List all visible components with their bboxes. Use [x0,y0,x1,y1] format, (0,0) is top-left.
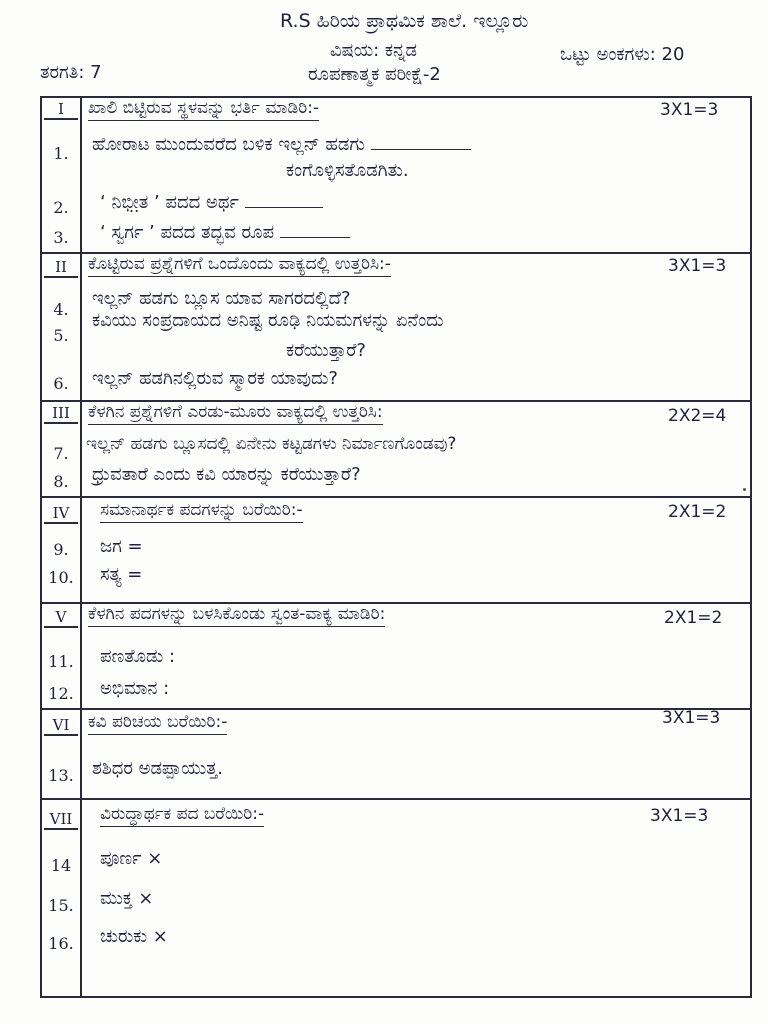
question-number: 10. [48,568,74,587]
section-number: I [44,100,78,120]
number-column-divider [80,96,82,998]
question-text-continued: ಕಂಗೊಳ್ಳಿಸತೊಡಗಿತು. [286,160,409,181]
answer-blank [371,149,471,150]
question-number: 5. [53,326,69,345]
section-title: ಕೆಳಗಿನ ಪದಗಳನ್ನು ಬಳಸಿಕೊಂಡು ಸ್ವಂತ-ವಾಕ್ಯ ಮಾಡಿರಿ: [88,604,385,627]
question-text: ಧ್ರುವತಾರೆ ಎಂದು ಕವಿ ಯಾರನ್ನು ಕರೆಯುತ್ತಾರೆ? [92,464,361,485]
question-text: ಜಗ = [100,536,143,557]
question-text: ಚುರುಕು × [100,926,168,947]
question-text-line: ‘ ನಿಭೀ಼ತ ’ ಪದದ ಅರ್ಥ [100,192,239,213]
section-number: V [44,608,78,628]
section-marks: 3X1=3 [668,256,727,276]
question-number: 9. [53,540,69,559]
subject-label: ವಿಷಯ: ಕನ್ನಡ [330,40,417,61]
section-title: ಸಮಾನಾರ್ಥಕ ಪದಗಳನ್ನು ಬರೆಯಿರಿ:- [100,500,303,523]
total-marks: ಒಟ್ಟು ಅಂಕಗಳು: 20 [560,44,685,65]
question-text: ಇಲ್ಲನ್ ಹಡಗಿನಲ್ಲಿರುವ ಸ್ಮಾರಕ ಯಾವುದು? [92,368,338,389]
question-text: ಪಣತೊಡು : [100,646,176,667]
ink-speck [743,488,746,491]
section-number: III [44,404,78,424]
question-text: ಇಲ್ಲನ್ ಹಡಗು ಬ್ಲೂಸದಲ್ಲಿ ಏನೇನು ಕಟ್ಟಡಗಳು ನಿರ್ಮಾಣಗೊಂಡವು? [86,434,457,454]
section-divider [40,496,752,498]
question-number: 4. [53,300,69,319]
question-number: 16. [48,934,74,953]
section-title: ಕವಿ ಪರಿಚಯ ಬರೆಯಿರಿ:- [88,712,227,735]
section-divider [40,798,752,800]
question-text-continued: ಕರೆಯುತ್ತಾರೆ? [286,340,366,361]
question-text [100,222,350,243]
section-number: VII [44,810,78,830]
question-text: ಪೂರ್ಣ × [100,848,163,869]
section-marks: 3X1=3 [650,806,709,826]
question-text-line: ‘ ಸ್ವರ್ಗ ’ ಪದದ ತದ್ಭವ ರೂಪ [100,222,275,243]
section-title: ವಿರುದ್ಧಾರ್ಥಕ ಪದ ಬರೆಯಿರಿ:- [100,804,264,827]
test-title: ರೂಪಣಾತ್ಮಕ ಪರೀಕ್ಷೆ-2 [308,64,441,85]
question-text: ಸತ್ಯ = [100,564,143,585]
section-marks: 3X1=3 [660,100,719,120]
question-text: ಕವಿಯು ಸಂಪ್ರದಾಯದ ಅನಿಷ್ಟ ರೂಢಿ ನಿಯಮಗಳನ್ನು ಏನೆಂದು [92,310,444,331]
question-number: 12. [48,684,74,703]
question-number: 13. [48,766,74,785]
section-title: ಖಾಲಿ ಬಿಟ್ಟಿರುವ ಸ್ಥಳವನ್ನು ಭರ್ತಿ ಮಾಡಿರಿ:- [88,98,319,121]
question-number: 1. [53,144,69,163]
section-marks: 3X1=3 [662,708,721,728]
question-text: ಮುಕ್ತ × [100,888,154,909]
question-text: ಇಲ್ಲನ್ ಹಡಗು ಬ್ಲೂಸ ಯಾವ ಸಾಗರದಲ್ಲಿದೆ? [92,288,351,309]
section-divider [40,708,752,710]
question-number: 15. [48,896,74,915]
question-number: 8. [53,472,69,491]
question-number: 11. [48,652,74,671]
question-number: 2. [53,198,69,217]
question-text: ಅಭಿಮಾನ : [100,678,170,699]
section-title: ಕೊಟ್ಟಿರುವ ಪ್ರಶ್ನೆಗಳಿಗೆ ಒಂದೊಂದು ವಾಕ್ಯದಲ್ಲಿ ಉತ್ತರಿಸಿ:- [88,254,391,277]
question-text-line: ಹೋರಾಟ ಮುಂದುವರೆದ ಬಳಿಕ ಇಲ್ಲನ್ ಹಡಗು [92,134,365,155]
answer-blank [245,207,323,208]
section-marks: 2X1=2 [664,608,723,628]
section-number: II [44,258,78,278]
question-number: 3. [53,228,69,247]
section-title: ಕೆಳಗಿನ ಪ್ರಶ್ನೆಗಳಿಗೆ ಎರಡು-ಮೂರು ವಾಕ್ಯದಲ್ಲಿ ಉತ್ತರಿಸಿ: [88,402,383,425]
section-number: IV [44,504,78,524]
section-marks: 2X2=4 [668,406,727,426]
class-label: ತರಗತಿ: 7 [40,62,102,83]
question-text [92,134,471,155]
question-number: 14 [50,856,72,875]
answer-blank [280,237,350,238]
question-number: 6. [53,374,69,393]
section-marks: 2X1=2 [668,502,727,522]
section-number: VI [44,716,78,736]
question-number: 7. [53,444,69,463]
question-text [100,192,323,213]
school-name: R.S ಹಿರಿಯ ಪ್ರಾಥಮಿಕ ಶಾಲೆ. ಇಲ್ಲೂರು [280,10,529,32]
question-text: ಶಶಿಧರ ಅಡಪ್ಪಾಯುತ್ತ. [92,758,223,779]
